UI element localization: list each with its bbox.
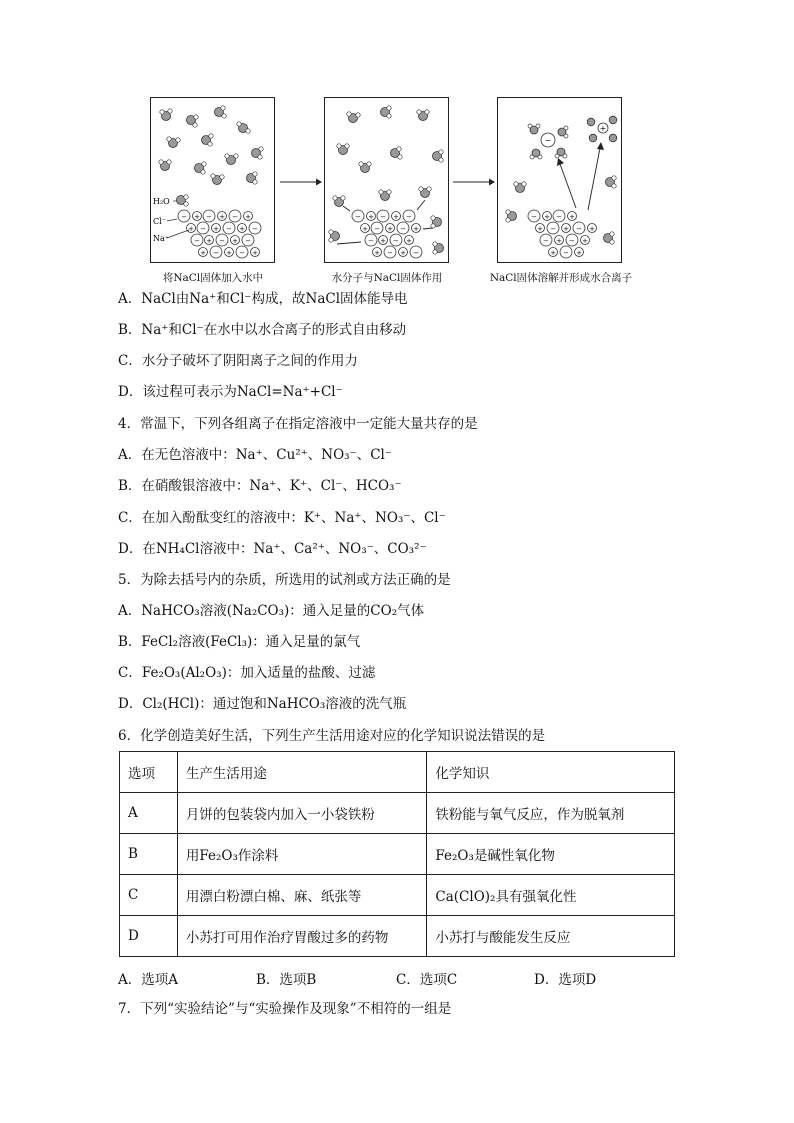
svg-text:−: − [368,237,374,245]
svg-text:−: − [576,225,582,233]
q5-option-d: D．Cl₂(HCl)：通过饱和NaHCO₃溶液的洗气瓶 [118,696,407,712]
svg-text:−: − [380,213,386,221]
svg-text:−: − [387,249,393,257]
svg-text:−: − [226,225,232,233]
q4-option-a: A．在无色溶液中：Na⁺、Cu²⁺、NO₃⁻、Cl⁻ [118,447,392,463]
table-cell: Fe₂O₃是碱性氧化物 [427,834,675,875]
svg-text:+: + [393,213,399,221]
svg-text:+: + [599,124,607,133]
table-row [120,834,675,875]
q3-option-d: D．该过程可表示为NaCl=Na⁺+Cl⁻ [118,384,343,400]
q7-stem: 7．下列“实验结论”与“实验操作及现象”不相符的一组是 [118,1001,452,1017]
svg-text:−: − [200,225,206,233]
svg-text:−: − [374,225,380,233]
table-cell: 用Fe₂O₃作涂料 [177,834,427,875]
svg-text:−: − [181,213,187,221]
label-h2o: H₂O [153,197,170,206]
table-cell: 月饼的包装袋内加入一小袋铁粉 [177,793,427,834]
q6-choice-c: C．选项C [396,972,458,988]
svg-text:+: + [413,225,419,233]
label-cl: Cl⁻ [153,217,166,226]
caption-panel-2: 水分子与NaCl固体作用 [331,272,443,284]
svg-text:+: + [406,237,412,245]
svg-text:−: − [194,237,200,245]
q6-choice-a: A．选项A [118,972,178,988]
q3-option-c: C．水分子破坏了阴阳离子之间的作用力 [118,353,358,369]
q6-stem: 6．化学创造美好生活，下列生产生活用途对应的化学知识说法错误的是 [118,728,546,744]
svg-text:+: + [232,237,238,245]
svg-text:−: − [245,237,251,245]
svg-text:+: + [188,225,194,233]
svg-text:+: + [206,237,212,245]
svg-text:−: − [213,249,219,257]
svg-text:+: + [576,249,582,257]
table-header-cell: 选项 [120,752,178,793]
q6-choice-b: B．选项B [256,972,317,988]
svg-text:+: + [400,249,406,257]
svg-text:+: + [550,249,556,257]
table-cell: 小苏打与酸能发生反应 [427,916,675,957]
table-cell: 小苏打可用作治疗胃酸过多的药物 [177,916,427,957]
svg-text:−: − [543,237,549,245]
svg-text:+: + [380,237,386,245]
svg-text:+: + [219,213,225,221]
panel-1-drawing [151,98,276,264]
table-cell: 用漂白粉漂白棉、麻、纸张等 [177,875,427,916]
q6-choice-d: D．选项D [534,972,597,988]
svg-text:+: + [544,213,550,221]
svg-text:−: − [544,136,552,145]
caption-panel-1: 将NaCl固体加入水中 [162,272,264,284]
q4-option-d: D．在NH₄Cl溶液中：Na⁺、Ca²⁺、NO₃⁻、CO₃²⁻ [118,541,427,557]
arrow-right-icon [453,177,495,187]
dissolution-figure [150,97,672,287]
panel-2-drawing [325,98,450,264]
svg-text:+: + [252,249,258,257]
table-cell: 铁粉能与氧气反应，作为脱氧剂 [427,793,675,834]
table-row [120,916,675,957]
svg-text:+: + [194,213,200,221]
svg-text:+: + [362,225,368,233]
svg-text:+: + [582,237,588,245]
svg-text:−: − [550,225,556,233]
svg-text:−: − [531,213,537,221]
table-cell: Ca(ClO)₂具有强氧化性 [427,875,675,916]
svg-text:−: − [400,225,406,233]
svg-text:−: − [219,237,225,245]
arrow-right-icon [280,177,322,187]
table-cell: D [120,916,178,957]
svg-text:+: + [239,225,245,233]
table-row [120,793,675,834]
label-na: Na⁺ [153,234,169,243]
svg-text:+: + [537,225,543,233]
table-header-row [120,752,675,793]
svg-text:+: + [226,249,232,257]
panel-water-interacts-with-nacl [324,97,449,263]
svg-text:−: − [556,213,562,221]
q3-option-b: B．Na⁺和Cl⁻在水中以水合离子的形式自由移动 [118,322,407,338]
svg-text:−: − [406,213,412,221]
q3-option-a: A．NaCl由Na⁺和Cl⁻构成，故NaCl固体能导电 [118,291,408,307]
svg-text:−: − [393,237,399,245]
table-cell: B [120,834,178,875]
caption-panel-3: NaCl固体溶解并形成水合离子 [489,272,633,284]
svg-text:+: + [387,225,393,233]
svg-text:−: − [252,225,258,233]
svg-text:+: + [556,237,562,245]
svg-text:+: + [563,225,569,233]
table-row [120,875,675,916]
q5-option-b: B．FeCl₂溶液(FeCl₃)：通入足量的氯气 [118,634,361,650]
panel-nacl-added-to-water [150,97,275,263]
q4-option-c: C．在加入酚酞变红的溶液中：K⁺、Na⁺、NO₃⁻、Cl⁻ [118,510,446,526]
table-header-cell: 生产生活用途 [177,752,427,793]
svg-text:+: + [589,225,595,233]
svg-text:+: + [374,249,380,257]
svg-text:−: − [239,249,245,257]
table-header-cell: 化学知识 [427,752,675,793]
svg-text:−: − [563,249,569,257]
svg-text:+: + [569,213,575,221]
panel-hydrated-ions-formed [497,97,622,263]
svg-text:+: + [213,225,219,233]
svg-text:−: − [206,213,212,221]
svg-text:+: + [245,213,251,221]
svg-text:−: − [355,213,361,221]
q4-stem: 4．常温下，下列各组离子在指定溶液中一定能大量共存的是 [118,416,478,432]
svg-text:−: − [569,237,575,245]
svg-text:−: − [413,249,419,257]
table-cell: A [120,793,178,834]
q5-option-a: A．NaHCO₃溶液(Na₂CO₃)：通入足量的CO₂气体 [118,603,425,619]
svg-text:+: + [200,249,206,257]
svg-text:+: + [368,213,374,221]
q6-table [119,751,675,957]
svg-text:−: − [232,213,238,221]
panel-3-drawing [498,98,623,264]
q5-option-c: C．Fe₂O₃(Al₂O₃)：加入适量的盐酸、过滤 [118,665,376,681]
table-cell: C [120,875,178,916]
q4-option-b: B．在硝酸银溶液中：Na⁺、K⁺、Cl⁻、HCO₃⁻ [118,478,402,494]
q5-stem: 5．为除去括号内的杂质，所选用的试剂或方法正确的是 [118,572,451,588]
